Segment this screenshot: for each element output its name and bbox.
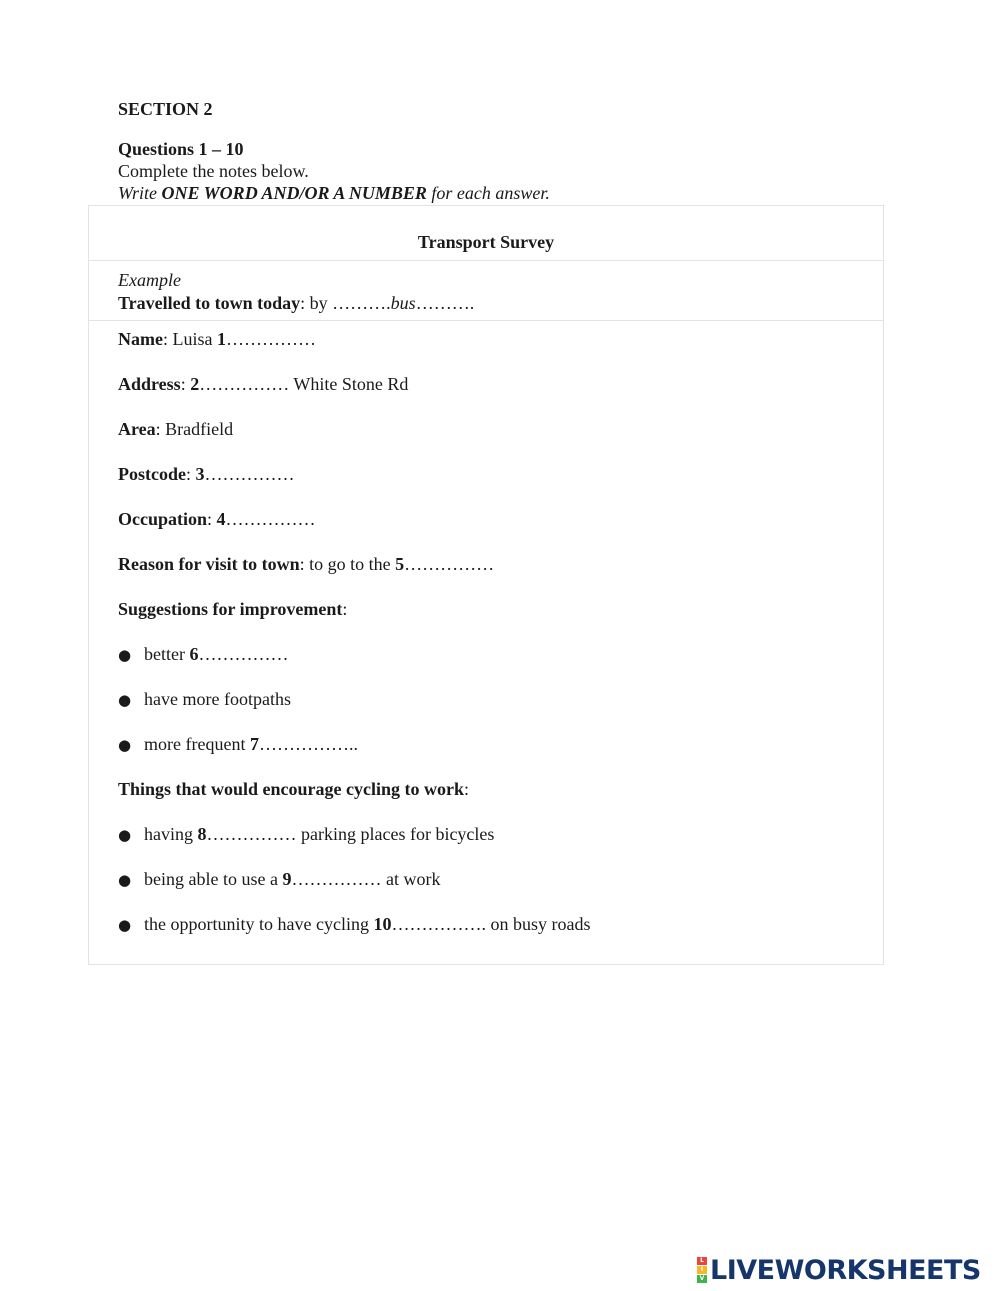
- instruction-line-2: Write ONE WORD AND/OR A NUMBER for each answer.: [118, 183, 550, 203]
- section-title: SECTION 2: [118, 99, 213, 119]
- question-number-8: 8: [197, 824, 207, 844]
- bullet-cycling-2: ● being able to use a 9…………… at work: [118, 869, 441, 889]
- instruction-line-1: Complete the notes below.: [118, 161, 309, 181]
- survey-box: [88, 205, 884, 965]
- question-number-7: 7: [249, 734, 259, 754]
- question-number-10: 10: [373, 914, 392, 934]
- bullet-improvement-3: ● more frequent 7……………..: [118, 734, 358, 754]
- survey-title: Transport Survey: [89, 206, 883, 261]
- instruction-emphasis: ONE WORD AND/OR A NUMBER: [161, 183, 427, 203]
- answer-blank-6[interactable]: ……………: [198, 644, 289, 664]
- field-area: Area: Bradfield: [118, 419, 234, 439]
- question-number-4: 4: [216, 509, 226, 529]
- question-number-5: 5: [395, 554, 405, 574]
- bullet-improvement-2: ● have more footpaths: [118, 689, 291, 709]
- liveworksheets-logo[interactable]: [697, 1255, 981, 1285]
- example-answer: bus: [390, 293, 416, 313]
- question-number-9: 9: [282, 869, 292, 889]
- bullet-icon: ●: [118, 826, 132, 844]
- answer-blank-7[interactable]: ……………..: [258, 734, 358, 754]
- question-number-2: 2: [190, 374, 200, 394]
- field-suggestions: Suggestions for improvement:: [118, 599, 348, 619]
- question-number-1: 1: [216, 329, 226, 349]
- logo-mark-v: V: [697, 1275, 707, 1283]
- cycling-heading: Things that would encourage cycling to work:: [118, 779, 470, 799]
- field-name: Name: Luisa 1……………: [118, 329, 316, 349]
- field-address: Address: 2…………… White Stone Rd: [118, 374, 409, 394]
- example-block: [89, 261, 883, 321]
- field-reason: Reason for visit to town: to go to the 5……………: [118, 554, 495, 574]
- bullet-icon: ●: [118, 736, 132, 754]
- bullet-icon: ●: [118, 691, 132, 709]
- logo-mark-icon: [697, 1257, 707, 1283]
- question-number-6: 6: [189, 644, 199, 664]
- questions-title: Questions 1 – 10: [118, 139, 244, 159]
- answer-blank-3[interactable]: ……………: [204, 464, 295, 484]
- answer-blank-5[interactable]: ……………: [404, 554, 495, 574]
- example-line: Travelled to town today: by ……….bus……….: [118, 293, 475, 313]
- bullet-icon: ●: [118, 646, 132, 664]
- answer-blank-1[interactable]: ……………: [225, 329, 316, 349]
- answer-blank-9[interactable]: …………… at work: [291, 869, 441, 889]
- bullet-improvement-1: ● better 6……………: [118, 644, 289, 664]
- logo-mark-l: L: [697, 1257, 707, 1265]
- answer-blank-2[interactable]: …………… White Stone Rd: [199, 374, 409, 394]
- field-postcode: Postcode: 3……………: [118, 464, 295, 484]
- bullet-cycling-1: ● having 8…………… parking places for bicycles: [118, 824, 495, 844]
- bullet-icon: ●: [118, 916, 132, 934]
- question-number-3: 3: [195, 464, 205, 484]
- answer-blank-8[interactable]: …………… parking places for bicycles: [206, 824, 495, 844]
- example-label: Example: [118, 270, 181, 290]
- field-occupation: Occupation: 4……………: [118, 509, 316, 529]
- bullet-cycling-3: ● the opportunity to have cycling 10……………. on busy roads: [118, 914, 591, 934]
- answer-blank-4[interactable]: ……………: [225, 509, 316, 529]
- logo-text: LIVEWORKSHEETS: [710, 1254, 981, 1286]
- logo-mark-i: I: [697, 1266, 707, 1274]
- bullet-icon: ●: [118, 871, 132, 889]
- answer-blank-10[interactable]: ……………. on busy roads: [391, 914, 591, 934]
